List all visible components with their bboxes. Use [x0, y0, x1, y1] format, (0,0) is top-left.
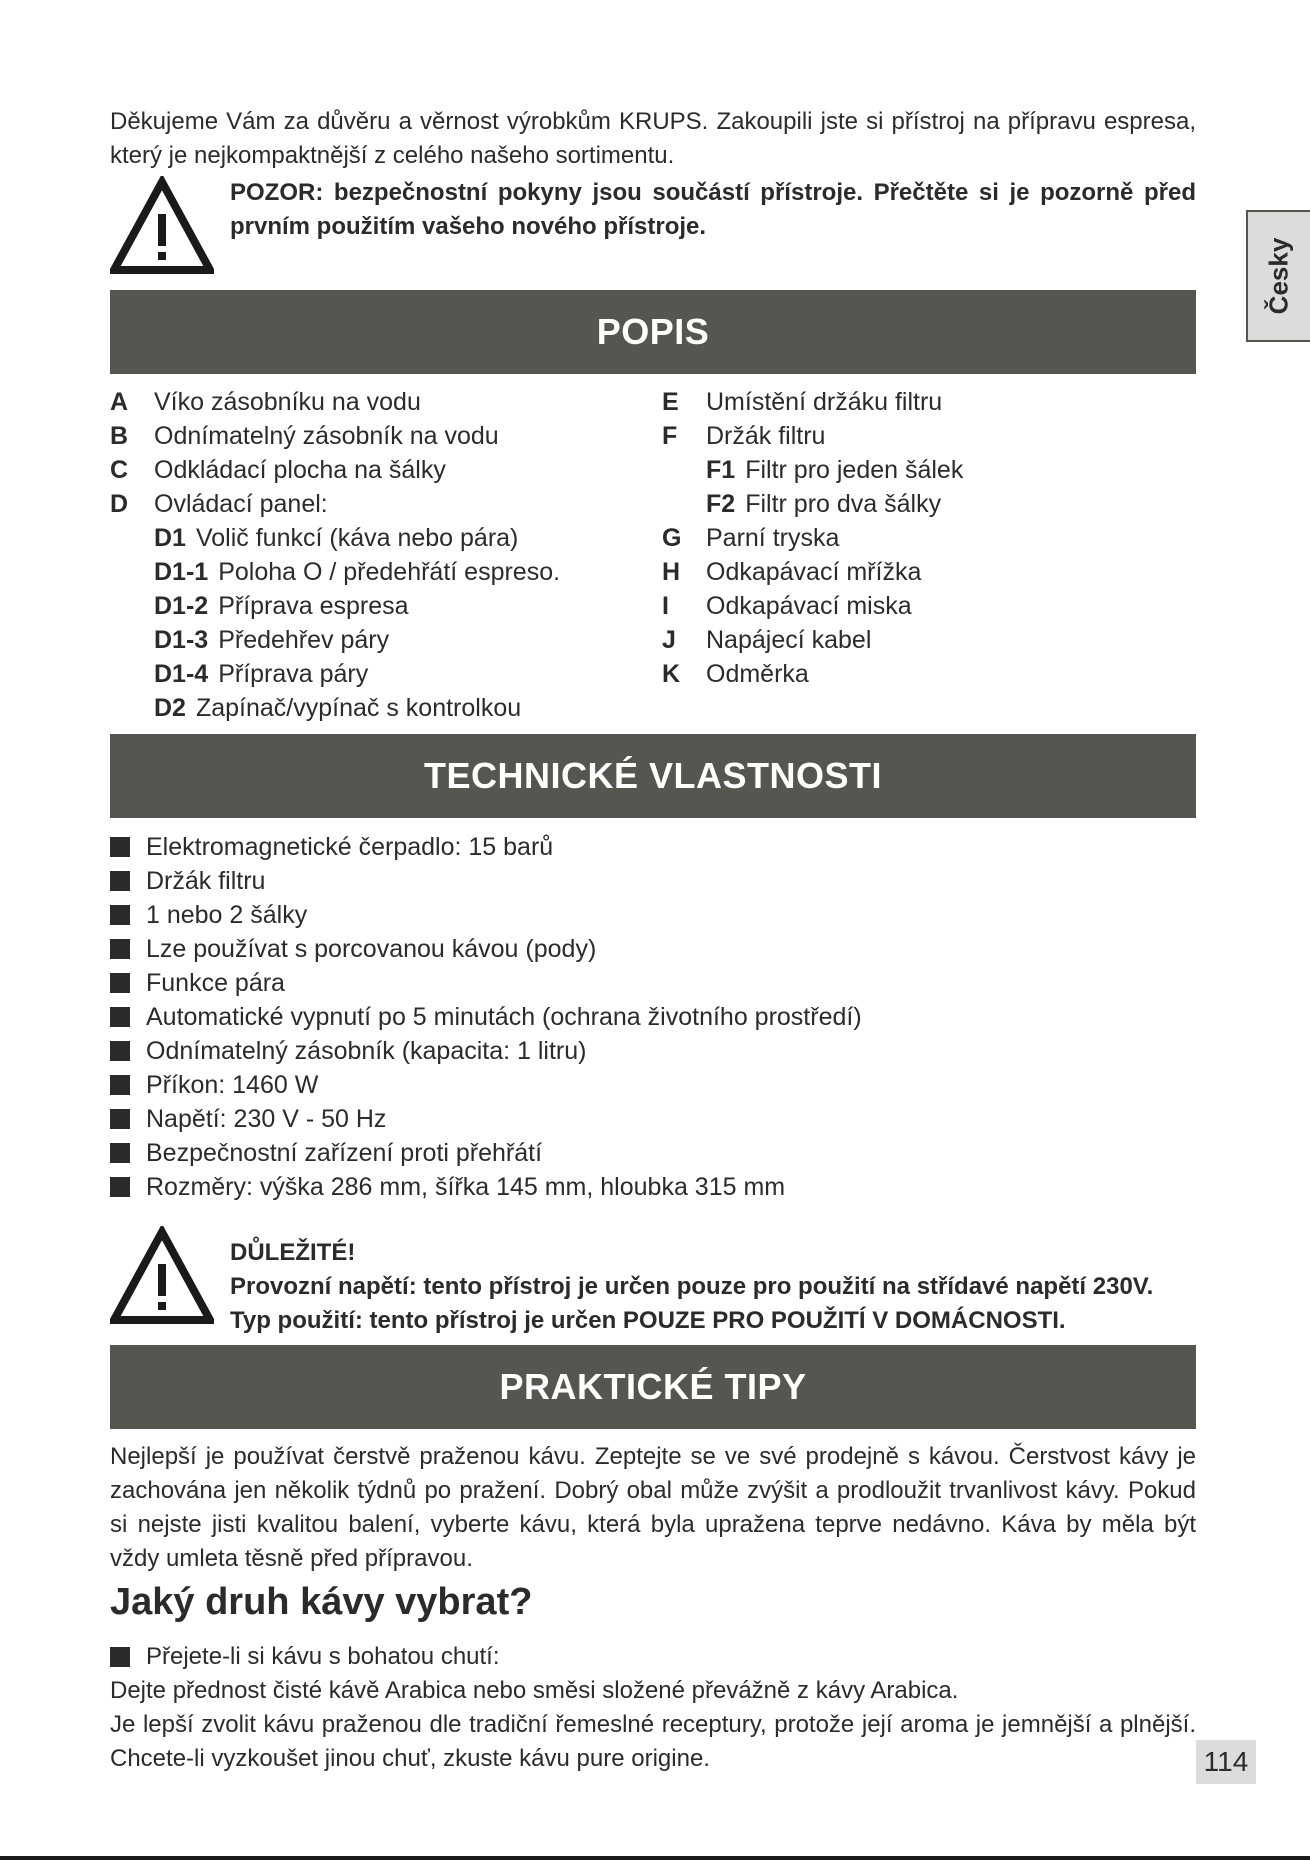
- important-usage: Typ použití: tento přístroj je určen POUZE PRO POUŽITÍ V DOMÁCNOSTI.: [230, 1307, 1066, 1334]
- important-title: DŮLEŽITÉ!: [230, 1239, 356, 1266]
- list-item: Lze používat s porcovanou kávou (pody): [110, 932, 862, 966]
- tech-specs-list: [110, 830, 862, 1204]
- list-item: Elektromagnetické čerpadlo: 15 barů: [110, 830, 862, 864]
- list-item: H Odkapávací mřížka: [662, 558, 922, 586]
- list-item: Příkon: 1460 W: [110, 1068, 862, 1102]
- bottom-divider: [0, 1856, 1310, 1860]
- list-item: D1-2 Příprava espresa: [154, 592, 409, 620]
- parts-list-right: [662, 385, 963, 691]
- list-item: Rozměry: výška 286 mm, šířka 145 mm, hloubka 315 mm: [110, 1170, 862, 1204]
- bullet-square-icon: [110, 1041, 130, 1061]
- bullet-square-icon: [110, 939, 130, 959]
- bullet-square-icon: [110, 1177, 130, 1197]
- list-item: Bezpečnostní zařízení proti přehřátí: [110, 1136, 862, 1170]
- list-item: Držák filtru: [110, 864, 862, 898]
- section-banner-tips: PRAKTICKÉ TIPY: [110, 1345, 1196, 1429]
- important-voltage: Provozní napětí: tento přístroj je určen pouze pro použití na střídavé napětí 230V.: [230, 1273, 1154, 1300]
- list-item: F2 Filtr pro dva šálky: [706, 490, 942, 518]
- list-item: Napětí: 230 V - 50 Hz: [110, 1102, 862, 1136]
- language-tab: [1246, 210, 1310, 342]
- bullet-square-icon: [110, 905, 130, 925]
- language-label: Česky: [1263, 237, 1294, 315]
- list-item: E Umístění držáku filtru: [662, 388, 943, 416]
- list-item: Automatické vypnutí po 5 minutách (ochrana životního prostředí): [110, 1000, 862, 1034]
- warning-triangle-icon: [110, 176, 214, 276]
- list-item: D1-3 Předehřev páry: [154, 626, 390, 654]
- list-item: D1-1 Poloha O / předehřátí espreso.: [154, 558, 561, 586]
- list-item: D Ovládací panel:: [110, 490, 328, 518]
- tips-paragraph: Nejlepší je používat čerstvě praženou kávu. Zeptejte se ve své prodejně s kávou. Čerstvost kávy je zachována jen několik týdnů po pražení. Dobrý obal může zvýšit a prodloužit trvanlivost kávy. Pokud si nejste jisti kvalitou balení, vyberte kávu, která byla upražena teprve nedávno. Káva by měla být vždy umleta těsně před přípravou.: [110, 1443, 1196, 1572]
- bullet-square-icon: [110, 1075, 130, 1095]
- warning-triangle-icon: [110, 1226, 214, 1326]
- safety-warning: POZOR: bezpečnostní pokyny jsou součástí přístroje. Přečtěte si je pozorně před prvním použitím vašeho nového přístroje.: [230, 179, 1196, 240]
- bullet-square-icon: [110, 973, 130, 993]
- bullet-square-icon: [110, 1007, 130, 1027]
- list-item: 1 nebo 2 šálky: [110, 898, 862, 932]
- list-item: I Odkapávací miska: [662, 592, 912, 620]
- parts-list-left: [110, 385, 560, 725]
- section-banner-popis: POPIS: [110, 290, 1196, 374]
- list-item: B Odnímatelný zásobník na vodu: [110, 422, 499, 450]
- list-item: F Držák filtru: [662, 422, 826, 450]
- list-item: D2 Zapínač/vypínač s kontrolkou: [154, 694, 522, 722]
- coffee-advice-line: Je lepší zvolit kávu praženou dle tradiční řemeslné receptury, protože její aroma je jemnější a plnější. Chcete-li vyzkoušet jinou chuť, zkuste kávu pure origine.: [110, 1711, 1196, 1772]
- bullet-square-icon: [110, 871, 130, 891]
- list-item: Přejete-li si kávu s bohatou chutí:: [110, 1640, 1196, 1674]
- page-number: 114: [1196, 1740, 1256, 1784]
- list-item: D1 Volič funkcí (káva nebo pára): [154, 524, 519, 552]
- list-item: Odnímatelný zásobník (kapacita: 1 litru): [110, 1034, 862, 1068]
- list-item: A Víko zásobníku na vodu: [110, 388, 421, 416]
- bullet-square-icon: [110, 1109, 130, 1129]
- list-item: J Napájecí kabel: [662, 626, 872, 654]
- coffee-advice-line: Dejte přednost čisté kávě Arabica nebo směsi složené převážně z kávy Arabica.: [110, 1677, 959, 1704]
- list-item: C Odkládací plocha na šálky: [110, 456, 446, 484]
- list-item: Funkce pára: [110, 966, 862, 1000]
- coffee-heading: Jaký druh kávy vybrat?: [110, 1581, 533, 1623]
- bullet-square-icon: [110, 1647, 130, 1667]
- list-item: G Parní tryska: [662, 524, 840, 552]
- bullet-square-icon: [110, 837, 130, 857]
- list-item: F1 Filtr pro jeden šálek: [706, 456, 964, 484]
- intro-paragraph: Děkujeme Vám za důvěru a věrnost výrobkům KRUPS. Zakoupili jste si přístroj na přípravu espresa, který je nejkompaktnější z celého našeho sortimentu.: [110, 108, 1196, 169]
- coffee-advice: [110, 1640, 1196, 1776]
- list-item: D1-4 Příprava páry: [154, 660, 369, 688]
- bullet-square-icon: [110, 1143, 130, 1163]
- list-item: K Odměrka: [662, 660, 809, 688]
- section-banner-tech: TECHNICKÉ VLASTNOSTI: [110, 734, 1196, 818]
